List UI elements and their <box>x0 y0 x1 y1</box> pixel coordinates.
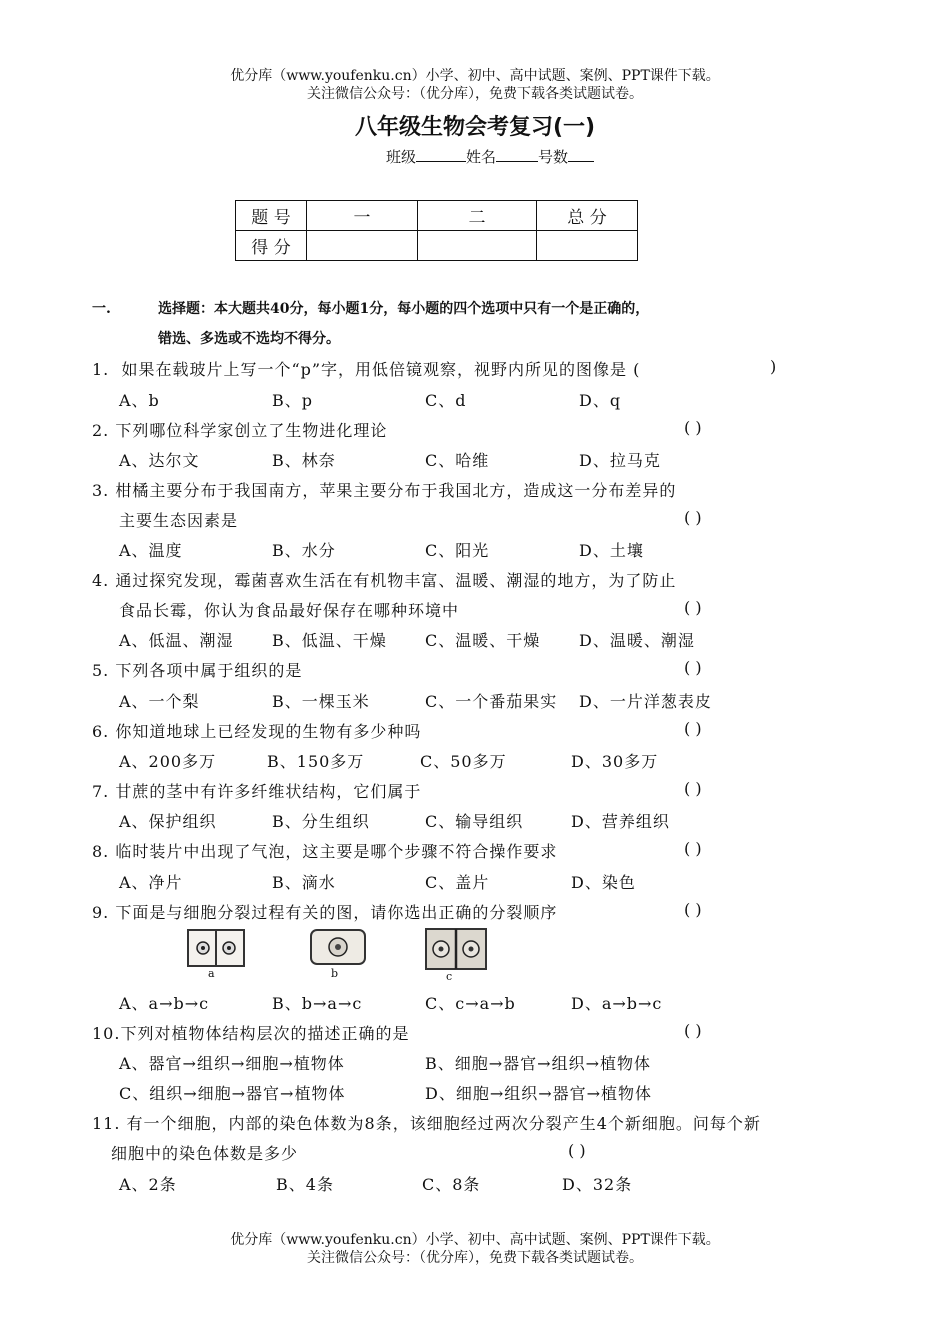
header-line-2: 关注微信公众号：（优分库），免费下载各类试题试卷。 <box>307 86 643 102</box>
q11-option-a: A、2条 <box>119 1175 177 1194</box>
page-title: 八年级生物会考复习(一) <box>354 115 596 140</box>
cell-division-figure-b <box>308 927 368 967</box>
question-2-answer-paren: ( ) <box>684 418 702 437</box>
score-cell <box>307 231 418 261</box>
score-table-score-row <box>236 231 638 261</box>
q7-option-c: C、输导组织 <box>425 812 524 831</box>
question-9-text: 9. 下面是与细胞分裂过程有关的图，请你选出正确的分裂顺序 <box>92 903 558 922</box>
score-row-label: 得 分 <box>236 231 307 261</box>
class-label: 班级 <box>385 148 416 166</box>
question-4-text: 4. 通过探究发现，霉菌喜欢生活在有机物丰富、温暖、潮湿的地方，为了防止 <box>92 571 677 590</box>
question-4-answer-paren: ( ) <box>684 598 702 617</box>
question-10-text: 10.下列对植物体结构层次的描述正确的是 <box>92 1024 410 1043</box>
cell-division-figure-a <box>185 927 247 969</box>
q8-option-a: A、净片 <box>119 873 183 892</box>
figure-label-b: b <box>331 967 339 980</box>
q4-option-a: A、低温、潮湿 <box>119 631 234 650</box>
score-cell <box>537 231 638 261</box>
q6-option-d: D、30多万 <box>571 752 659 771</box>
q5-option-a: A、一个梨 <box>119 692 200 711</box>
q7-option-a: A、保护组织 <box>119 812 217 831</box>
q2-option-a: A、达尔文 <box>119 451 200 470</box>
q2-option-b: B、林奈 <box>272 451 336 470</box>
q4-option-b: B、低温、干燥 <box>272 631 387 650</box>
q5-option-b: B、一棵玉米 <box>272 692 370 711</box>
q10-option-d: D、细胞→组织→器官→植物体 <box>425 1084 653 1103</box>
q9-option-c: C、c→a→b <box>425 994 516 1013</box>
q8-option-d: D、染色 <box>571 873 636 892</box>
score-header-cell: 题 号 <box>236 201 307 231</box>
q1-option-c: C、d <box>425 391 467 410</box>
question-1-text: 1. 如果在载玻片上写一个“p”字，用低倍镜观察，视野内所见的图像是 ( <box>92 360 641 379</box>
section-number: 一. <box>92 301 111 317</box>
q8-option-b: B、滴水 <box>272 873 336 892</box>
q9-option-d: D、a→b→c <box>571 994 663 1013</box>
q7-option-d: D、营养组织 <box>571 812 670 831</box>
question-9-answer-paren: ( ) <box>684 900 702 919</box>
q5-option-d: D、一片洋葱表皮 <box>579 692 712 711</box>
q10-option-c: C、组织→细胞→器官→植物体 <box>119 1084 346 1103</box>
section-instruction-line-2: 错选、多选或不选均不得分。 <box>158 331 340 347</box>
footer-line-1: 优分库（www.youfenku.cn）小学、初中、高中试题、案例、PPT课件下载。 <box>230 1232 720 1248</box>
q9-option-b: B、b→a→c <box>272 994 363 1013</box>
q10-option-a: A、器官→组织→细胞→植物体 <box>119 1054 345 1073</box>
score-table-header-row <box>236 201 638 231</box>
q7-option-b: B、分生组织 <box>272 812 370 831</box>
question-6-text: 6. 你知道地球上已经发现的生物有多少种吗 <box>92 722 422 741</box>
question-11-text: 11. 有一个细胞，内部的染色体数为8条，该细胞经过两次分裂产生4个新细胞。问每个新 <box>92 1114 761 1133</box>
q3-option-a: A、温度 <box>119 541 183 560</box>
q1-option-d: D、q <box>579 391 622 410</box>
q1-option-b: B、p <box>272 391 314 410</box>
question-11-text-line-2: 细胞中的染色体数是多少 <box>111 1144 299 1163</box>
q6-option-b: B、150多万 <box>267 752 365 771</box>
q11-option-b: B、4条 <box>276 1175 334 1194</box>
q11-option-c: C、8条 <box>422 1175 481 1194</box>
header-line-1: 优分库（www.youfenku.cn）小学、初中、高中试题、案例、PPT课件下载。 <box>230 68 720 84</box>
section-instruction-line-1: 选择题：本大题共40分，每小题1分，每小题的四个选项中只有一个是正确的， <box>158 301 650 317</box>
score-header-cell: 总 分 <box>537 201 638 231</box>
number-label: 号数 <box>538 148 569 166</box>
score-header-cell: 二 <box>418 201 537 231</box>
score-cell <box>418 231 537 261</box>
footer-line-2: 关注微信公众号：（优分库），免费下载各类试题试卷。 <box>307 1250 643 1266</box>
question-7-text: 7. 甘蔗的茎中有许多纤维状结构，它们属于 <box>92 782 422 801</box>
q5-option-c: C、一个番茄果实 <box>425 692 558 711</box>
question-6-answer-paren: ( ) <box>684 719 702 738</box>
cell-division-figure-c <box>424 927 488 971</box>
question-1-close-paren: ) <box>770 357 777 376</box>
q8-option-c: C、盖片 <box>425 873 490 892</box>
figure-label-a: a <box>208 967 215 980</box>
name-blank <box>496 147 538 162</box>
question-2-text: 2. 下列哪位科学家创立了生物进化理论 <box>92 421 388 440</box>
number-blank <box>568 147 594 162</box>
q10-option-b: B、细胞→器官→组织→植物体 <box>425 1054 651 1073</box>
question-11-answer-paren: ( ) <box>568 1141 586 1160</box>
q3-option-b: B、水分 <box>272 541 336 560</box>
score-header-cell: 一 <box>307 201 418 231</box>
question-10-answer-paren: ( ) <box>684 1021 702 1040</box>
q4-option-c: C、温暖、干燥 <box>425 631 541 650</box>
class-blank <box>416 147 466 162</box>
question-5-text: 5. 下列各项中属于组织的是 <box>92 661 303 680</box>
q4-option-d: D、温暖、潮湿 <box>579 631 695 650</box>
q6-option-c: C、50多万 <box>420 752 507 771</box>
q2-option-c: C、哈维 <box>425 451 490 470</box>
question-5-answer-paren: ( ) <box>684 658 702 677</box>
figure-label-c: c <box>446 970 453 983</box>
q3-option-d: D、土壤 <box>579 541 644 560</box>
name-label: 姓名 <box>465 148 496 166</box>
class-name-number-line <box>0 146 950 167</box>
question-3-text-line-2: 主要生态因素是 <box>119 511 239 530</box>
q1-option-a: A、b <box>119 391 160 410</box>
score-table <box>235 200 638 261</box>
q6-option-a: A、200多万 <box>119 752 217 771</box>
question-7-answer-paren: ( ) <box>684 779 702 798</box>
q11-option-d: D、32条 <box>562 1175 633 1194</box>
q3-option-c: C、阳光 <box>425 541 490 560</box>
question-3-text: 3. 柑橘主要分布于我国南方，苹果主要分布于我国北方，造成这一分布差异的 <box>92 481 677 500</box>
question-8-text: 8. 临时装片中出现了气泡，这主要是哪个步骤不符合操作要求 <box>92 842 558 861</box>
question-4-text-line-2: 食品长霉，你认为食品最好保存在哪种环境中 <box>119 601 460 620</box>
question-3-answer-paren: ( ) <box>684 508 702 527</box>
question-8-answer-paren: ( ) <box>684 839 702 858</box>
q9-option-a: A、a→b→c <box>119 994 210 1013</box>
q2-option-d: D、拉马克 <box>579 451 661 470</box>
